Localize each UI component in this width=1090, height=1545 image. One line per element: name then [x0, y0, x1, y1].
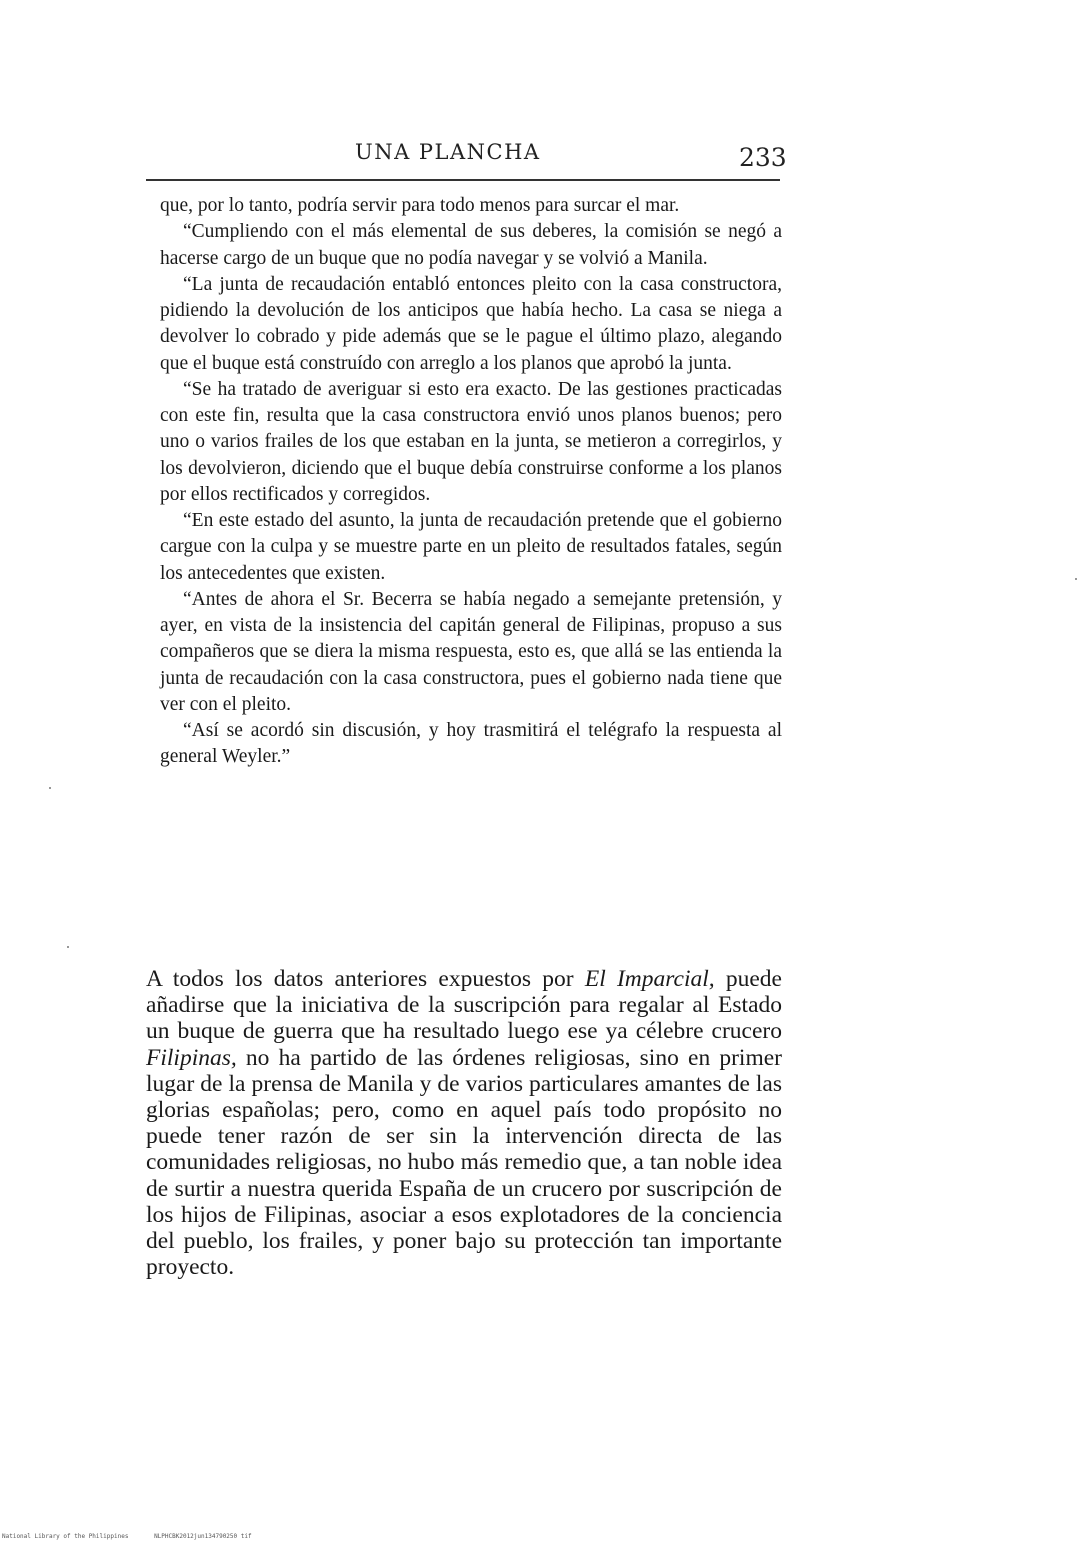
scan-speck — [67, 946, 69, 948]
footer-file-id: NLPHCBK2012jun134790250 tif — [154, 1533, 252, 1540]
main-text-segment: A todos los datos anteriores expuestos por — [146, 966, 585, 992]
newspaper-title-italic: El Imparcial, — [584, 966, 715, 992]
quote-paragraph: que, por lo tanto, podría servir para todo menos para surcar el mar. — [160, 195, 680, 216]
scan-speck — [1075, 578, 1077, 580]
scan-speck — [49, 787, 51, 789]
quote-paragraph: “La junta de recaudación entabló entonces pleito con la casa constructora, pidiendo la devolución de los anticipos que había hecho. La casa se niega a devolver lo cobrado y pide además que se le pague el último plazo, alegando que el buque está construído con arreglo a los planos que aprobó la junta. — [160, 273, 782, 374]
main-paragraph-text — [146, 966, 782, 1280]
quoted-passage — [160, 193, 782, 771]
main-text-segment: puede añadirse que la iniciativa de la suscripción para regalar al Estado un buque de guerra que ha resultado luego ese ya célebre crucero — [146, 966, 782, 1045]
quote-paragraph: “Así se acordó sin discusión, y hoy trasmitirá el telégrafo la respuesta al general Weyler.” — [160, 720, 782, 768]
header-rule — [146, 179, 780, 181]
scan-footer — [2, 1533, 252, 1540]
quote-paragraph: “En este estado del asunto, la junta de recaudación pretende que el gobierno cargue con la culpa y se muestre parte en un pleito de resultados fatales, según los antecedentes que existen. — [160, 510, 782, 584]
quote-paragraph: “Cumpliendo con el más elemental de sus deberes, la comisión se negó a hacerse cargo de un buque que no podía navegar y se volvió a Manila. — [160, 221, 782, 269]
quote-paragraph: “Antes de ahora el Sr. Becerra se había negado a semejante pretensión, y ayer, en vista de la insistencia del capitán general de Filipinas, propuso a sus compañeros que se diera la misma respuesta, esto es, que allá se las entienda la junta de recaudación con la casa constructora, pues el gobierno nada tiene que ver con el pleito. — [160, 588, 782, 715]
quote-paragraph: “Se ha tratado de averiguar si esto era exacto. De las gestiones practicadas con este fin, resulta que la casa constructora envió unos planos buenos; pero uno o varios frailes de los que estaban en la junta, se metieron a corregirlos, y los devolvieron, diciendo que el buque debía construirse conforme a los planos por ellos rectificados y corregidos. — [160, 378, 782, 505]
running-title: UNA PLANCHA — [355, 140, 541, 164]
footer-library: National Library of the Philippines — [2, 1533, 129, 1540]
main-text-segment: no ha partido de las órdenes religiosas, sino en primer lugar de la prensa de Manila y de varios particulares amantes de las glorias españolas; pero, como en aquel país todo propósito no puede tener razón de ser sin la intervención directa de las comunidades religiosas, no hubo más remedio que, a tan noble idea de surtir a nuestra querida España de un crucero por suscripción de los hijos de Filipinas, asociar a esos explotadores de la conciencia del pueblo, los frailes, y poner bajo su protección tan importante proyecto. — [146, 1044, 782, 1281]
page-number: 233 — [739, 143, 787, 172]
main-paragraph — [146, 966, 782, 1280]
cruiser-name-italic: Filipinas, — [146, 1044, 237, 1071]
